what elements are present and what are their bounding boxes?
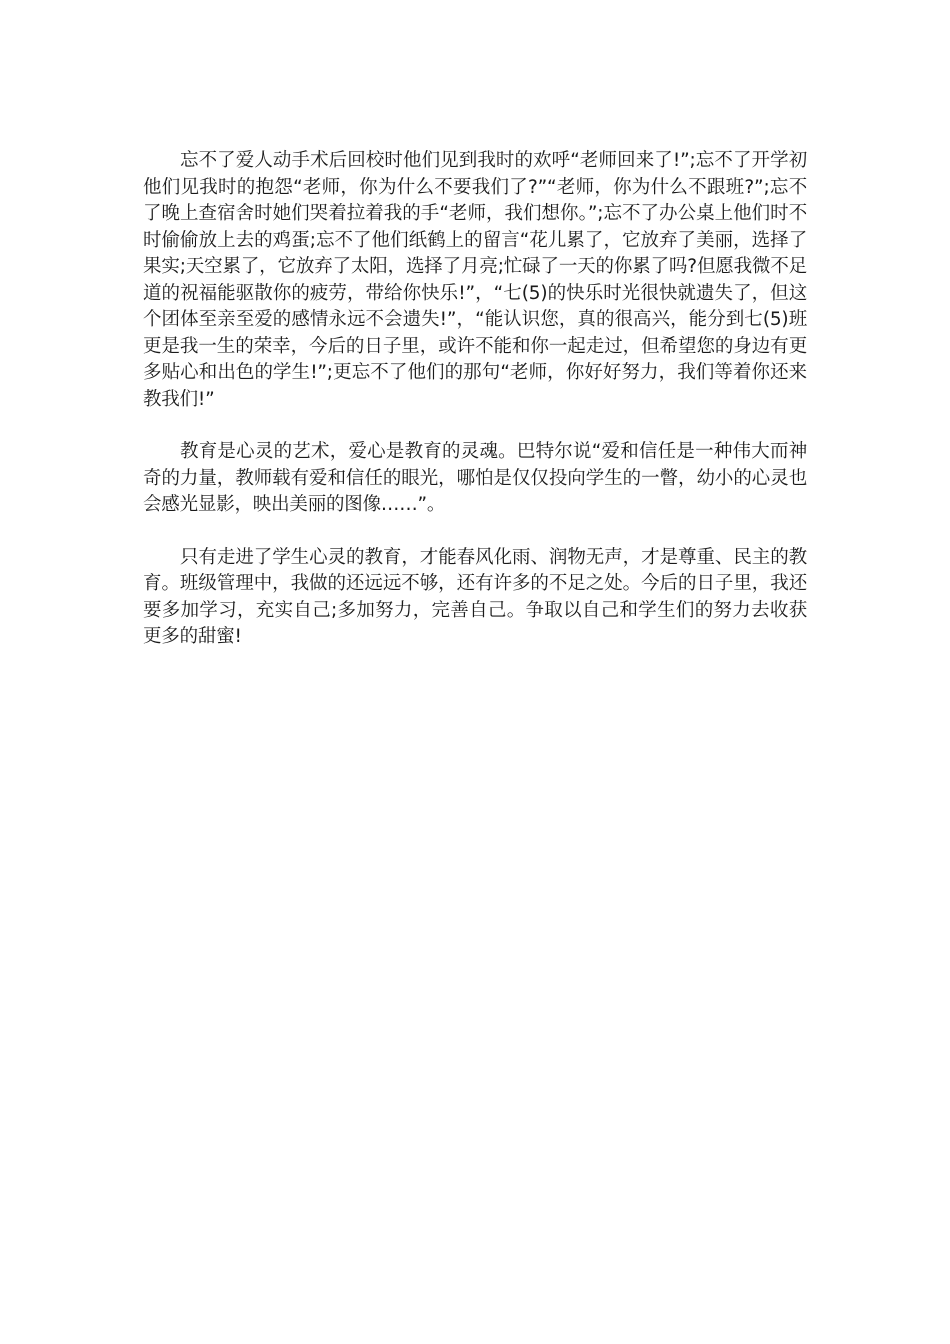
paragraph-memories: 忘不了爱人动手术后回校时他们见到我时的欢呼“老师回来了!”;忘不了开学初他们见我时的抱怨“老师，你为什么不要我们了?”“老师，你为什么不跟班?”;忘不了晚上查宿舍时她们哭着拉着我的手“老师，我们想你。”;忘不了办公桌上他们时不时偷偷放上去的鸡蛋;忘不了他们纸鹤上的留言“花儿累了，它放弃了美丽，选择了果实;天空累了，它放弃了太阳，选择了月亮;忙碌了一天的你累了吗?但愿我微不足道的祝福能驱散你的疲劳，带给你快乐!”，“七(5)的快乐时光很快就遗失了，但这个团体至亲至爱的感情永远不会遗失!”，“能认识您，真的很高兴，能分到七(5)班更是我一生的荣幸，今后的日子里，或许不能和你一起走过，但希望您的身边有更多贴心和出色的学生!”;更忘不了他们的那句“老师，你好好努力，我们等着你还来教我们!” [143, 150, 807, 410]
paragraph-conclusion: 只有走进了学生心灵的教育，才能春风化雨、润物无声，才是尊重、民主的教育。班级管理中，我做的还远远不够，还有许多的不足之处。今后的日子里，我还要多加学习，充实自己;多加努力，完善自己。争取以自己和学生们的努力去收获更多的甜蜜! [143, 546, 807, 647]
document-body [143, 148, 807, 651]
paragraph-education-art: 教育是心灵的艺术，爱心是教育的灵魂。巴特尔说“爱和信任是一种伟大而神奇的力量，教师载有爱和信任的眼光，哪怕是仅仅投向学生的一瞥，幼小的心灵也会感光显影，映出美丽的图像……”。 [143, 441, 807, 515]
